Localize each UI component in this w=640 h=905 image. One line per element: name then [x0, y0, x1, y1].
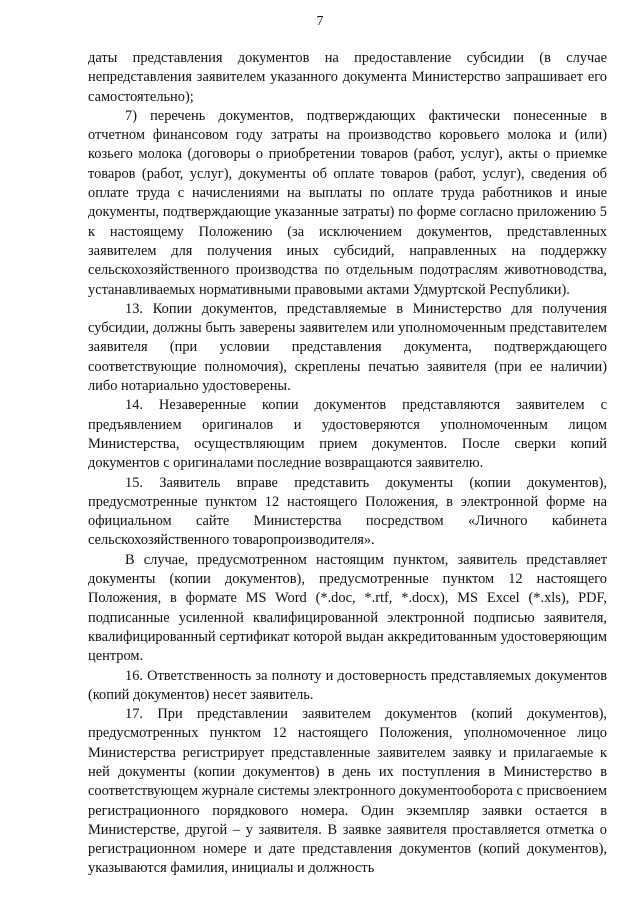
- paragraph: 16. Ответственность за полноту и достоверность представляемых документов (копий документов) несет заявитель.: [88, 667, 607, 703]
- page-number: 7: [316, 14, 324, 29]
- paragraph: 15. Заявитель вправе представить документы (копии документов), предусмотренные пунктом 12 настоящего Положения, в электронной форме на официальном сайте Министерства посредством «Личного кабинета сельскохозяйственного товаропроизводителя».: [88, 474, 607, 549]
- paragraph: 17. При представлении заявителем документов (копий документов), предусмотренных пунктом 12 настоящего Положения, уполномоченное лицо Министерства регистрирует представленные заявителем заявку и прилагаемые к ней документы (копии документов) в день их поступления в Министерство в соответствующем журнале системы электронного документооборота с присвоением регистрационного порядкового номера. Один экземпляр заявки остается в Министерстве, другой – у заявителя. В заявке заявителя проставляется отметка о регистрационном номере и дате представления документов (копий документов), указываются фамилия, инициалы и должность: [88, 706, 607, 877]
- paragraph: 7) перечень документов, подтверждающих фактически понесенные в отчетном финансовом году затраты на производство коровьего молока и (или) козьего молока (договоры о приобретении товаров (работ, услуг), акты о приемке товаров (работ, услуг), документы об оплате товаров (работ, услуг), сведения об оплате труда с начислениями на выплаты по оплате труда работников и иные документы, подтверждающие указанные затраты) по форме согласно приложению 5 к настоящему Положению (за исключением документов, представленных заявителем для получения иных субсидий, направленных на поддержку сельскохозяйственного производства по отдельным подотраслям животноводства, устанавливаемых нормативными правовыми актами Удмуртской Республики).: [88, 107, 607, 298]
- paragraph: 13. Копии документов, представляемые в Министерство для получения субсидии, должны быть заверены заявителем или уполномоченным представителем заявителя (при условии представления документа, подтверждающего соответствующие полномочия), скреплены печатью заявителя (при ее наличии) либо нотариально удостоверены.: [88, 300, 607, 395]
- document-body: [88, 49, 607, 879]
- paragraph: 14. Незаверенные копии документов представляются заявителем с предъявлением оригиналов и удостоверяются уполномоченным лицом Министерства, осуществляющим прием документов. После сверки копий документов с оригиналами последние возвращаются заявителю.: [88, 397, 607, 472]
- paragraph: В случае, предусмотренном настоящим пунктом, заявитель представляет документы (копии документов), предусмотренные пунктом 12 настоящего Положения, в формате MS Word (*.doc, *.rtf, *.docx), MS Excel (*.xls), PDF, подписанные усиленной квалифицированной электронной подписью заявителя, квалифицированный сертификат которой выдан аккредитованным удостоверяющим центром.: [88, 551, 607, 665]
- paragraph: даты представления документов на предоставление субсидии (в случае непредставления заявителем указанного документа Министерство запрашивает его самостоятельно);: [88, 50, 607, 105]
